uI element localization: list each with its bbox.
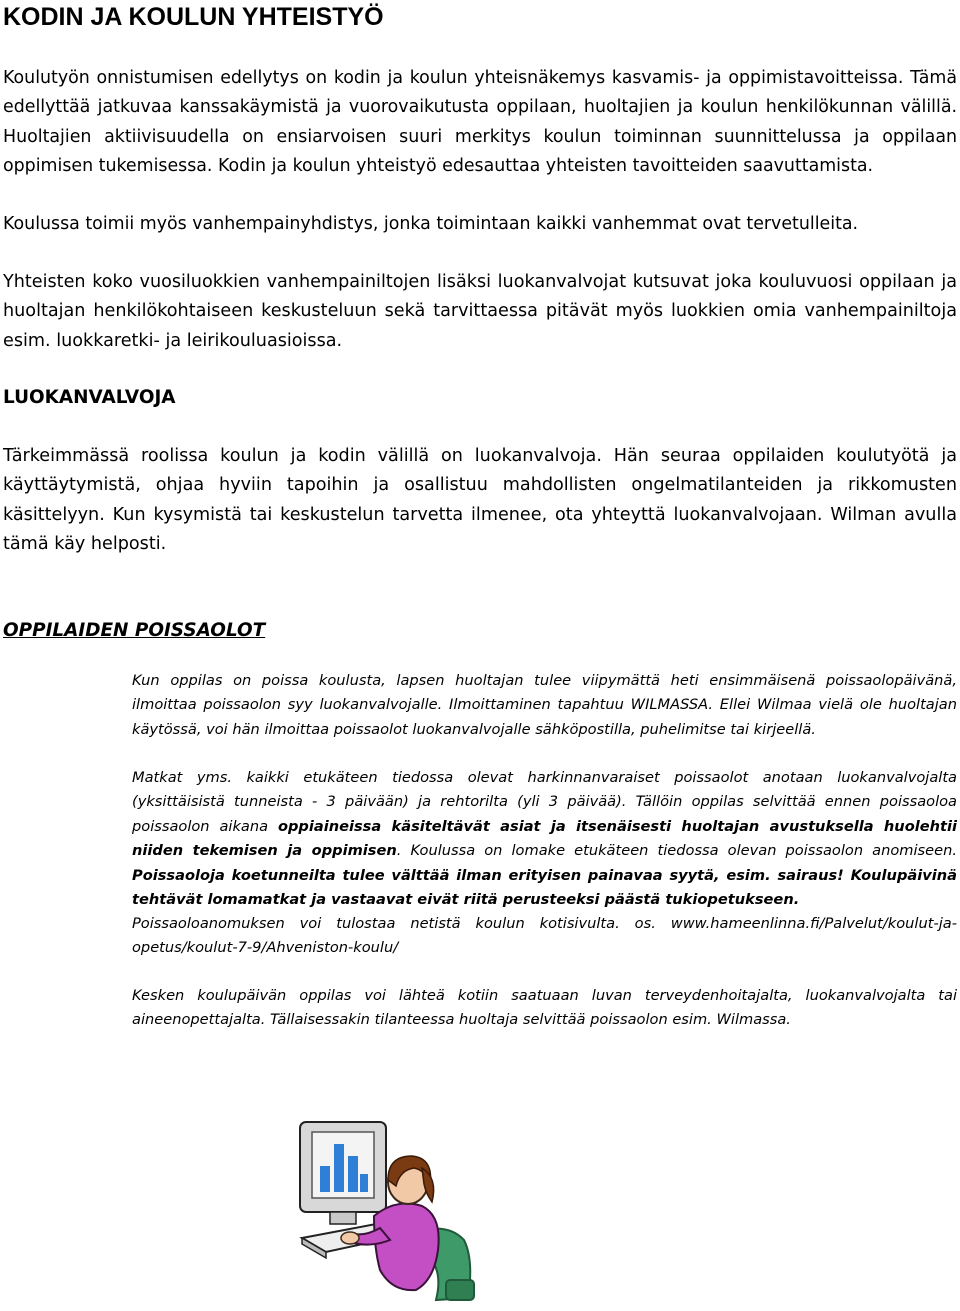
poissaolot-paragraph-1: Kun oppilas on poissa koulusta, lapsen huoltajan tulee viipymättä heti ensimmäisenä poissaolopäivänä, ilmoittaa poissaolon syy luokanvalvojalle. Ilmoittaminen tapahtuu WILMASSA. Ellei Wilmaa vielä ole huoltajan käytössä, voi hän ilmoittaa poissaolot luokanvalvojalle sähköpostilla, puhelimitse tai kirjeellä. (132, 672, 957, 738)
poissaolot-p2-bold-d: Poissaoloja koetunneilta tulee välttää ilman erityisen painavaa syytä, esim. sairaus! Koulupäivinä tehtävät lomamatkat ja vastaavat eivät riitä perusteeksi päästä tukiopetukseen. (132, 866, 957, 909)
section-heading-luokanvalvoja: LUOKANVALVOJA (3, 387, 176, 408)
intro-paragraph-1: Koulutyön onnistumisen edellytys on kodin ja koulun yhteisnäkemys kasvamis- ja oppimistavoitteissa. Tämä edellyttää jatkuvaa kanssakäymistä ja vuorovaikutusta oppilaan, huoltajien ja koulun henkilökunnan välillä. Huoltajien aktiivisuudella on ensiarvoisen suuri merkitys koulun toiminnan suunnittelussa ja oppilaan oppimisen tukemisessa. Kodin ja koulun yhteistyö edesauttaa yhteisten tavoitteiden saavuttamista. (3, 68, 957, 177)
poissaolot-p2-bold-b: oppiaineissa käsiteltävät asiat ja itsenäisesti huoltajan avustuksella huolehtii niiden tekemisen ja oppimisen (132, 817, 957, 860)
section-heading-poissaolot: OPPILAIDEN POISSAOLOT (3, 620, 266, 641)
poissaolot-paragraph-4: Kesken koulupäivän oppilas voi lähteä kotiin saatuaan luvan terveydenhoitajalta, luokanvalvojalta tai aineenopettajalta. Tällaisessakin tilanteessa huoltaja selvittää poissaolon esim. Wilmassa. (132, 987, 957, 1029)
poissaolot-paragraph-2 (132, 766, 957, 912)
poissaolot-p2-text-a: Matkat yms. kaikki etukäteen tiedossa olevat harkinnanvaraiset poissaolot anotaan luokanvalvojalta (yksittäisistä tunneista - 3 päivään) ja rehtorilta (yli 3 päivää). Tällöin oppilas selvittää ennen poissaoloa poissaolon aikana (132, 769, 957, 835)
poissaolot-p2-text-c: . Koulussa on lomake etukäteen tiedossa olevan poissaolon anomiseen. (396, 842, 957, 860)
luokanvalvoja-paragraph: Tärkeimmässä roolissa koulun ja kodin välillä on luokanvalvoja. Hän seuraa oppilaiden koulutyötä ja käyttäytymistä, ohjaa hyviin tapoihin ja osallistuu mahdollisten ongelmatilanteiden ja rikkomusten käsittelyyn. Kun kysymistä tai keskustelun tarvetta ilmenee, ota yhteyttä luokanvalvojaan. Wilman avulla tämä käy helposti. (3, 446, 957, 555)
poissaolot-paragraph-3: Poissaoloanomuksen voi tulostaa netistä koulun kotisivulta. os. www.hameenlinna.fi/Palvelut/koulut-ja-opetus/koulut-7-9/Ahveniston-koulu/ (132, 915, 957, 957)
person-at-computer-icon (296, 1120, 486, 1306)
page-title: KODIN JA KOULUN YHTEISTYÖ (3, 3, 384, 31)
intro-paragraph-3: Yhteisten koko vuosiluokkien vanhempainiltojen lisäksi luokanvalvojat kutsuvat joka kouluvuosi oppilaan ja huoltajan henkilökohtaiseen keskusteluun sekä tarvittaessa pitävät myös luokkien omia vanhempainiltoja esim. luokkaretki- ja leirikouluasioissa. (3, 272, 957, 351)
intro-paragraph-2: Koulussa toimii myös vanhempainyhdistys, jonka toimintaan kaikki vanhemmat ovat tervetulleita. (3, 214, 859, 234)
